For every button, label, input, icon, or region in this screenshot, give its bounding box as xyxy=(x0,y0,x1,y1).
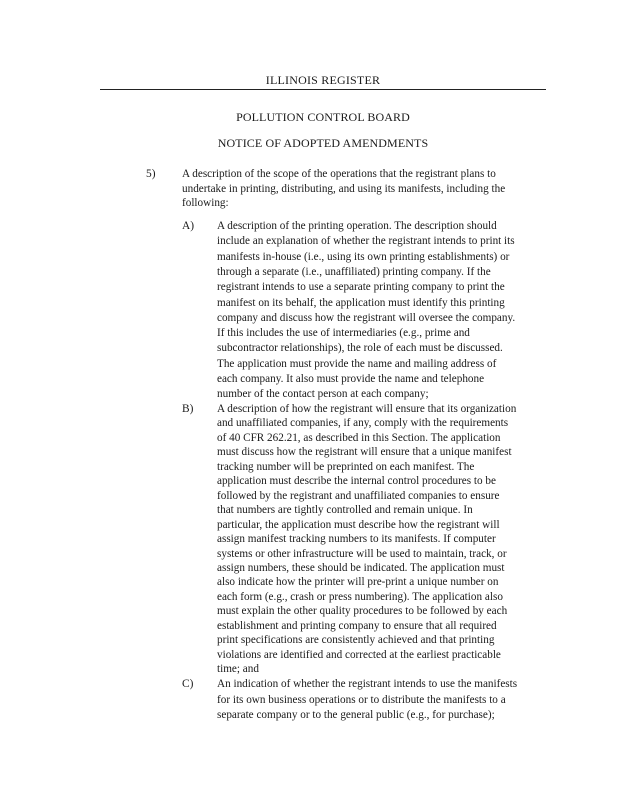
item-a-label: A) xyxy=(182,220,195,232)
text-line: An indication of whether the registrant intends to use the manifests xyxy=(217,678,518,690)
text-line: must discuss how the registrant will ensure that a unique manifest xyxy=(217,446,512,459)
register-title: ILLINOIS REGISTER xyxy=(265,73,381,87)
text-line: assign numbers, these should be indicated. The application must xyxy=(217,561,505,574)
text-line: manifests in-house (i.e., using its own printing establishments) or xyxy=(217,250,510,263)
text-line: subcontractor relationships), the role of each must be discussed. xyxy=(217,342,503,355)
text-line: application must describe the internal control procedures to be xyxy=(217,475,496,488)
text-line: separate company or to the general public (e.g., for purchase); xyxy=(217,709,495,721)
board-name: POLLUTION CONTROL BOARD xyxy=(236,110,410,124)
text-line: also indicate how the printer will pre-print a unique number on xyxy=(217,576,499,589)
text-line: The application must provide the name and mailing address of xyxy=(217,357,497,370)
item-c-label: C) xyxy=(182,678,194,690)
text-line: A description of the printing operation. The description should xyxy=(217,220,497,232)
text-line: particular, the application must describe how the registrant will xyxy=(217,518,500,531)
text-line: company and discuss how the registrant will oversee the company. xyxy=(217,311,516,324)
text-line: systems or other infrastructure will be used to maintain, track, or xyxy=(217,547,507,560)
text-line: of 40 CFR 262.21, as described in this Section. The application xyxy=(217,431,501,444)
text-line: each form (e.g., crash or press numbering). The application also xyxy=(217,590,503,603)
text-line: following: xyxy=(182,197,229,209)
text-line: violations are identified and corrected at the earliest practicable xyxy=(217,648,501,661)
text-line: followed by the registrant and unaffiliated companies to ensure xyxy=(217,489,500,502)
text-line: for its own business operations or to distribute the manifests to a xyxy=(217,693,506,706)
text-line: manifest on its behalf, the application must identify this printing xyxy=(217,296,505,309)
text-line: include an explanation of whether the registrant intends to print its xyxy=(217,235,515,248)
item-b-label: B) xyxy=(182,403,194,415)
header-rule xyxy=(100,89,546,90)
notice-title: NOTICE OF ADOPTED AMENDMENTS xyxy=(217,136,429,150)
text-line: A description of how the registrant will ensure that its organization xyxy=(217,403,517,415)
text-line: number of the contact person at each company; xyxy=(217,388,429,401)
text-line: assign manifest tracking numbers to its manifests. If computer xyxy=(217,533,496,546)
text-line: registrant intends to use a separate printing company to print the xyxy=(217,281,505,294)
text-line: time; and xyxy=(217,663,259,676)
text-line: through a separate (i.e., unaffiliated) printing company. If the xyxy=(217,265,491,278)
text-line: and unaffiliated companies, if any, comply with the requirements xyxy=(217,417,509,430)
text-line: tracking number will be preprinted on each manifest. The xyxy=(217,460,475,473)
text-line: establishment and printing company to ensure that all required xyxy=(217,619,497,632)
text-line: must explain the other quality procedures to be followed by each xyxy=(217,605,508,618)
text-line: each company. It also must provide the name and telephone xyxy=(217,373,485,385)
text-line: print specifications are consistently achieved and that printing xyxy=(217,634,495,647)
text-line: If this includes the use of intermediaries (e.g., prime and xyxy=(217,327,470,340)
item-5-label: 5) xyxy=(146,168,156,180)
text-line: A description of the scope of the operations that the registrant plans to xyxy=(182,168,496,180)
text-line: that numbers are tightly controlled and remain unique. In xyxy=(217,504,473,517)
text-line: undertake in printing, distributing, and using its manifests, including the xyxy=(182,182,506,195)
